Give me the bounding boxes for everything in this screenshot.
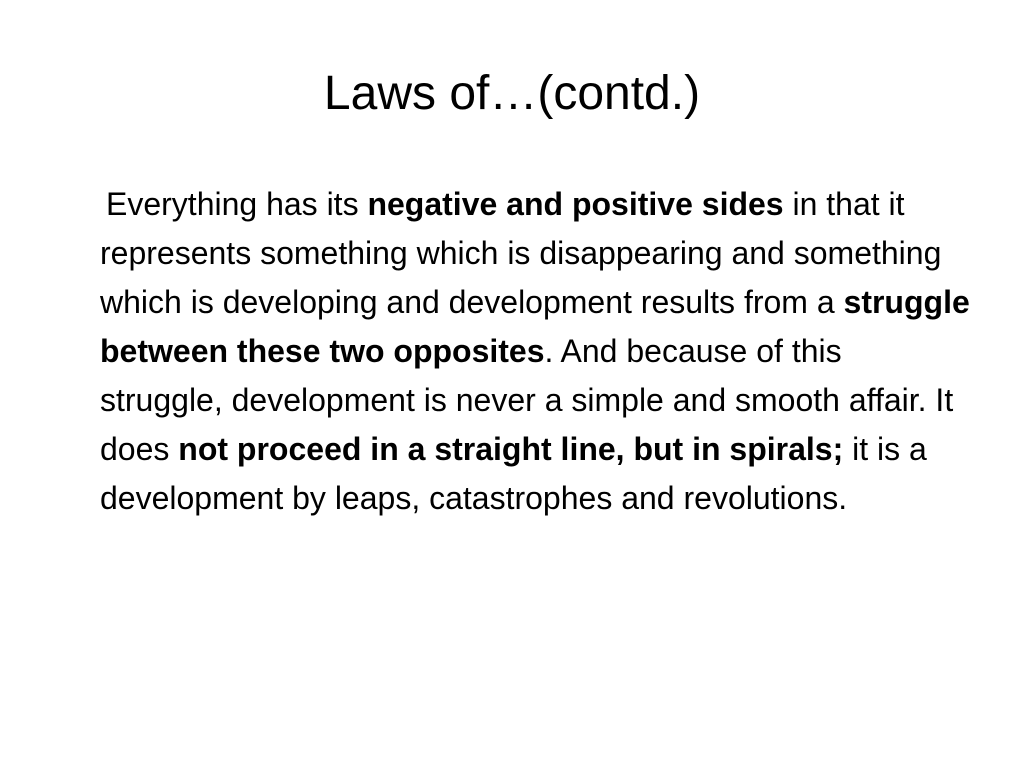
body-bold-segment: struggle between these two opposites — [100, 284, 970, 369]
body-bold-segment: negative and positive sides — [367, 186, 784, 222]
body-bold-segment: not proceed in a straight line, but in spirals; — [178, 431, 844, 467]
body-text-segment: . And because of this struggle, development is never a simple and smooth affair. It does — [100, 333, 954, 467]
slide-body-paragraph — [100, 180, 970, 523]
body-text-segment: Everything has its — [106, 186, 368, 222]
body-text-segment: in that it represents something which is disappearing and something which is developing and development results from a — [100, 186, 942, 320]
body-text-segment: it is a development by leaps, catastrophes and revolutions. — [100, 431, 927, 516]
slide-title: Laws of…(contd.) — [323, 67, 701, 120]
